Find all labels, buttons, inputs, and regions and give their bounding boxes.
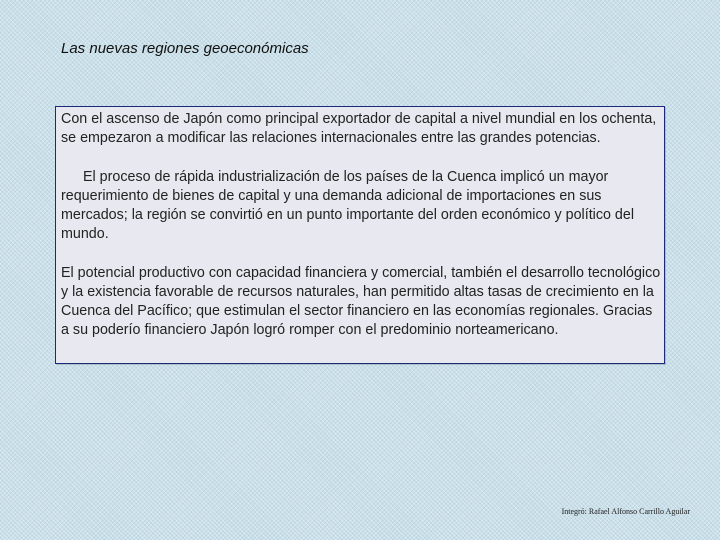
paragraph-2: El proceso de rápida industrialización de los países de la Cuenca implicó un mayor requerimiento de bienes de capital y una demanda adicional de importaciones en sus mercados; la región se convirtió en un punto importante del orden económico y político del mundo. (61, 168, 634, 243)
content-text (61, 110, 661, 340)
slide-title: Las nuevas regiones geoeconómicas (61, 40, 309, 57)
author-credit: Integró: Rafael Alfonso Carrillo Aguilar (561, 507, 690, 516)
paragraph-3: El potencial productivo con capacidad financiera y comercial, también el desarrollo tecnológico y la existencia favorable de recursos naturales, han permitido altas tasas de crecimiento en la Cuenca del Pacífico; que estimulan el sector financiero en las economías regionales. Gracias a su poderío financiero Japón logró romper con el predominio norteamericano. (61, 264, 661, 339)
paragraph-1: Con el ascenso de Japón como principal exportador de capital a nivel mundial en los ochenta, se empezaron a modificar las relaciones internacionales entre las grandes potencias. (61, 111, 657, 147)
